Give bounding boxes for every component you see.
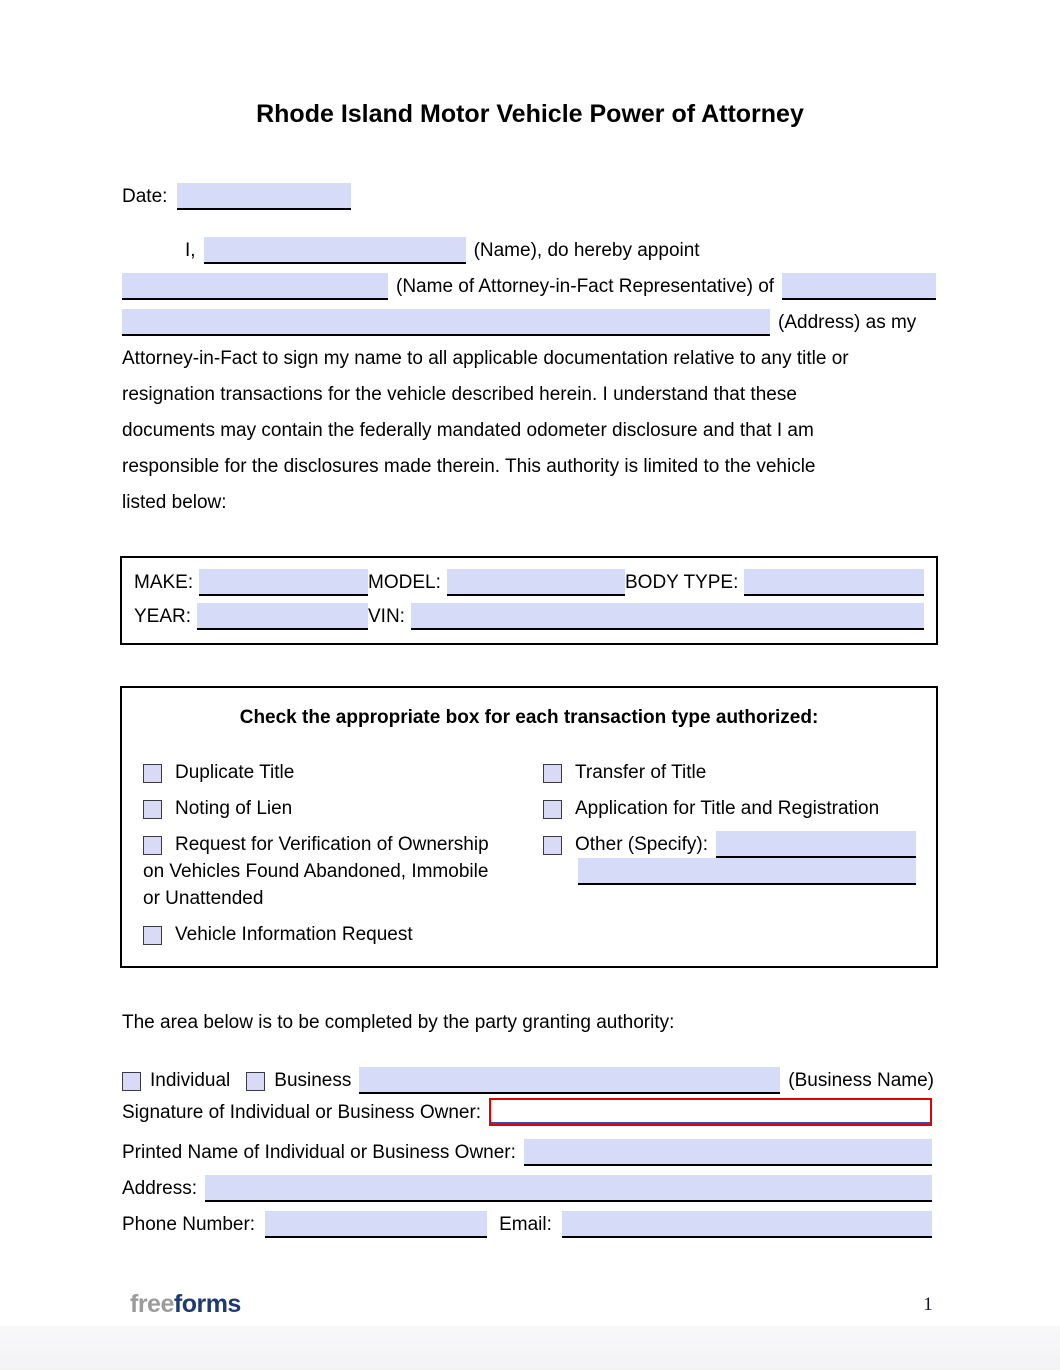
address-row [122,1174,932,1202]
phone-label: Phone Number: [122,1214,256,1235]
checkbox-verification-of-ownership[interactable] [143,836,162,855]
printed-name-label: Printed Name of Individual or Business Owner: [122,1142,516,1163]
checkbox-other[interactable] [543,836,562,855]
vehicle-row-2 [134,600,924,630]
body-text-line: resignation transactions for the vehicle described herein. I understand that these [122,384,797,405]
transaction-label-continuation: or Unattended [143,888,264,909]
page-bottom-edge [0,1326,1060,1370]
printed-name-field[interactable] [524,1139,932,1166]
representative-text: (Name of Attorney-in-Fact Representative) of [396,276,775,297]
address-suffix-text: (Address) as my [778,312,917,333]
transaction-item [143,831,535,858]
checkbox-transfer-of-title[interactable] [543,764,562,783]
transaction-label-continuation: on Vehicles Found Abandoned, Immobile [143,861,489,882]
paragraph-line [122,228,936,264]
attorney-name-field[interactable] [122,273,388,300]
checkbox-vehicle-information-request[interactable] [143,926,162,945]
phone-email-row [122,1210,932,1238]
make-field[interactable] [199,569,368,596]
model-label: MODEL: [368,572,441,593]
body-type-field[interactable] [744,569,924,596]
date-field[interactable] [177,183,351,210]
appointment-paragraph [122,228,936,516]
transaction-types-box [120,686,938,968]
intro-pre-text: I, [185,240,196,261]
transaction-item [543,759,916,786]
address-field-part1[interactable] [782,273,936,300]
transaction-item [143,921,535,948]
individual-label: Individual [150,1070,231,1091]
vehicle-row-1 [134,566,924,596]
model-cell [368,569,625,596]
make-cell [134,569,368,596]
vin-field[interactable] [411,603,924,630]
transaction-label: Application for Title and Registration [575,798,880,819]
vin-cell [368,603,924,630]
checkbox-business[interactable] [246,1072,265,1091]
make-label: MAKE: [134,572,194,593]
body-type-label: BODY TYPE: [625,572,739,593]
logo-forms-text: forms [173,1290,241,1318]
transaction-left-column [143,759,535,957]
logo-free-text: free [130,1290,174,1318]
business-name-suffix: (Business Name) [788,1070,934,1091]
checkbox-duplicate-title[interactable] [143,764,162,783]
other-specify-field-2[interactable] [578,858,916,885]
transaction-heading: Check the appropriate box for each transaction type authorized: [239,707,819,728]
year-field[interactable] [197,603,368,630]
email-label: Email: [499,1214,552,1235]
transaction-label: Vehicle Information Request [175,924,413,945]
body-text-line: responsible for the disclosures made therein. This authority is limited to the vehicle [122,456,816,477]
business-label: Business [274,1070,352,1091]
signature-row [122,1096,932,1126]
transaction-right-column [543,759,916,894]
transaction-item [543,831,916,858]
body-type-cell [625,569,924,596]
freeforms-logo [130,1290,241,1319]
transaction-item [143,759,535,786]
page-title: Rhode Island Motor Vehicle Power of Attorney [256,100,804,128]
address-field-part2[interactable] [122,309,770,336]
principal-name-field[interactable] [204,237,466,264]
checkbox-individual[interactable] [122,1072,141,1091]
checkbox-noting-of-lien[interactable] [143,800,162,819]
individual-business-row [122,1066,934,1094]
printed-name-row [122,1138,932,1166]
checkbox-application-title-registration[interactable] [543,800,562,819]
address-label: Address: [122,1178,197,1199]
transaction-item [543,795,916,822]
transaction-label: Other (Specify): [575,834,709,855]
transaction-label: Duplicate Title [175,762,295,783]
granting-section-intro: The area below is to be completed by the party granting authority: [122,1012,675,1033]
date-label: Date: [122,186,168,207]
transaction-label: Noting of Lien [175,798,293,819]
body-text-line: Attorney-in-Fact to sign my name to all applicable documentation relative to any title or [122,348,849,369]
owner-address-field[interactable] [205,1175,932,1202]
year-label: YEAR: [134,606,192,627]
other-specify-line-2 [578,858,916,885]
paragraph-line [122,264,936,300]
signature-field[interactable] [489,1098,932,1126]
signature-label: Signature of Individual or Business Owner: [122,1102,482,1123]
page-number: 1 [923,1294,933,1315]
intro-post-text: (Name), do hereby appoint [473,240,700,261]
year-cell [134,603,368,630]
vehicle-info-box [120,556,938,645]
transaction-label: Transfer of Title [575,762,707,783]
other-specify-field[interactable] [716,831,916,858]
body-text-line: listed below: [122,492,227,513]
email-field[interactable] [562,1211,932,1238]
transaction-label: Request for Verification of Ownership [175,834,489,855]
vin-label: VIN: [368,606,405,627]
body-text-line: documents may contain the federally mandated odometer disclosure and that I am [122,420,814,441]
model-field[interactable] [447,569,625,596]
transaction-item [143,795,535,822]
business-name-field[interactable] [359,1067,780,1094]
phone-field[interactable] [265,1211,487,1238]
date-row [122,182,351,210]
paragraph-line [122,300,936,336]
